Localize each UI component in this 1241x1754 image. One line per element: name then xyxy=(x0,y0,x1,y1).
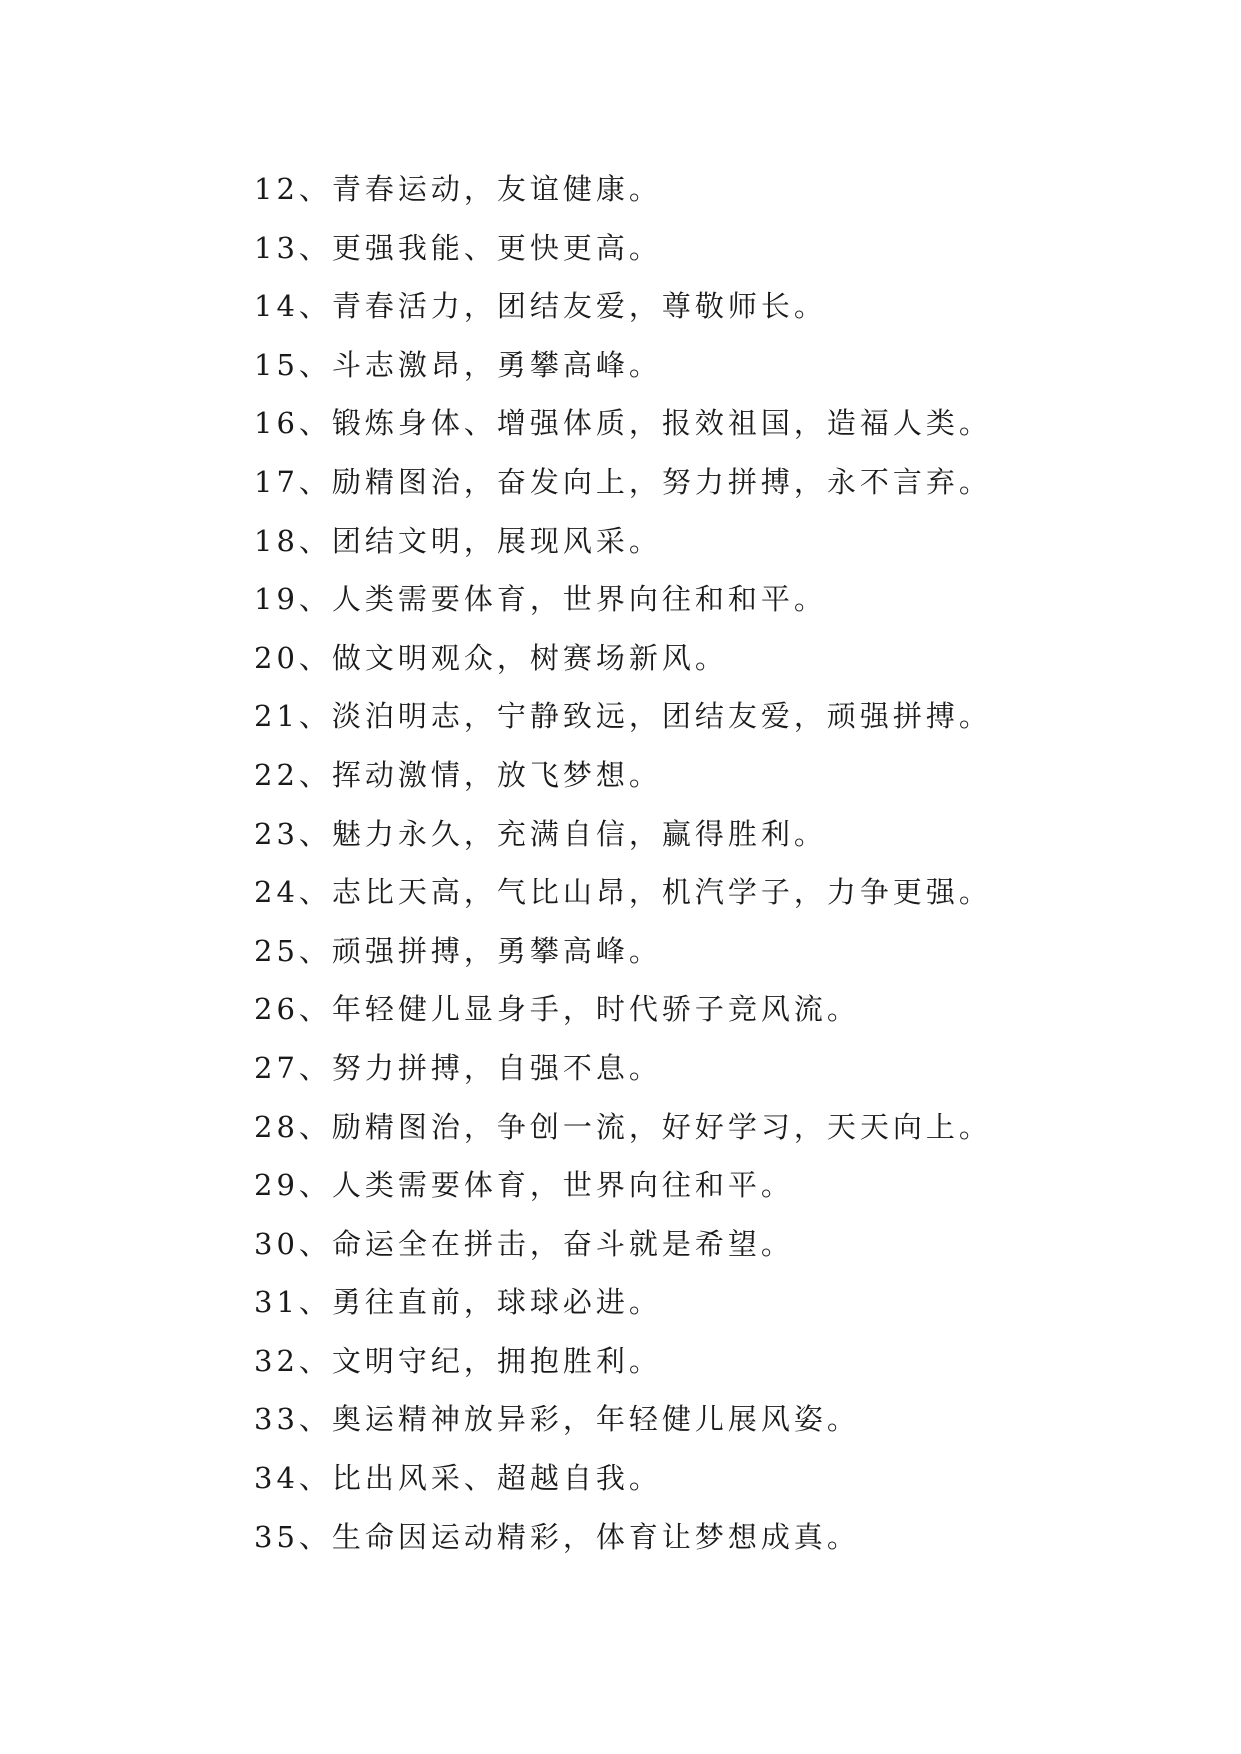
slogan-line: 25、顽强拼搏，勇攀高峰。 xyxy=(254,933,662,968)
slogan-line: 18、团结文明，展现风采。 xyxy=(254,523,662,558)
slogan-line: 12、青春运动，友谊健康。 xyxy=(254,172,662,206)
slogan-line: 31、勇往直前，球球必进。 xyxy=(254,1285,662,1320)
slogan-line: 29、人类需要体育，世界向往和平。 xyxy=(254,1168,794,1203)
slogan-line: 33、奥运精神放异彩，年轻健儿展风姿。 xyxy=(254,1402,860,1437)
slogan-line: 23、魅力永久，充满自信，赢得胜利。 xyxy=(254,816,827,851)
slogan-line: 24、志比天高，气比山昂，机汽学子，力争更强。 xyxy=(254,875,992,910)
slogan-line: 34、比出风采、超越自我。 xyxy=(254,1461,662,1496)
slogan-line: 32、文明守纪，拥抱胜利。 xyxy=(254,1343,662,1378)
slogan-list xyxy=(254,160,1154,1566)
slogan-line: 14、青春活力，团结友爱，尊敬师长。 xyxy=(254,289,827,324)
slogan-line: 21、淡泊明志，宁静致远，团结友爱，顽强拼搏。 xyxy=(254,699,992,734)
slogan-line: 19、人类需要体育，世界向往和和平。 xyxy=(254,582,827,617)
slogan-line: 20、做文明观众，树赛场新风。 xyxy=(254,640,728,675)
slogan-line: 30、命运全在拼击，奋斗就是希望。 xyxy=(254,1226,794,1261)
slogan-line: 26、年轻健儿显身手，时代骄子竞风流。 xyxy=(254,992,860,1027)
slogan-line: 35、生命因运动精彩，体育让梦想成真。 xyxy=(254,1519,860,1554)
slogan-line: 16、锻炼身体、增强体质，报效祖国，造福人类。 xyxy=(254,406,992,441)
slogan-line: 28、励精图治，争创一流，好好学习，天天向上。 xyxy=(254,1109,992,1144)
slogan-line: 15、斗志激昂，勇攀高峰。 xyxy=(254,347,662,382)
slogan-line: 22、挥动激情，放飞梦想。 xyxy=(254,757,662,792)
slogan-line: 13、更强我能、更快更高。 xyxy=(254,230,662,265)
slogan-line: 17、励精图治，奋发向上，努力拼搏，永不言弃。 xyxy=(254,464,992,499)
slogan-line: 27、努力拼搏，自强不息。 xyxy=(254,1050,662,1085)
